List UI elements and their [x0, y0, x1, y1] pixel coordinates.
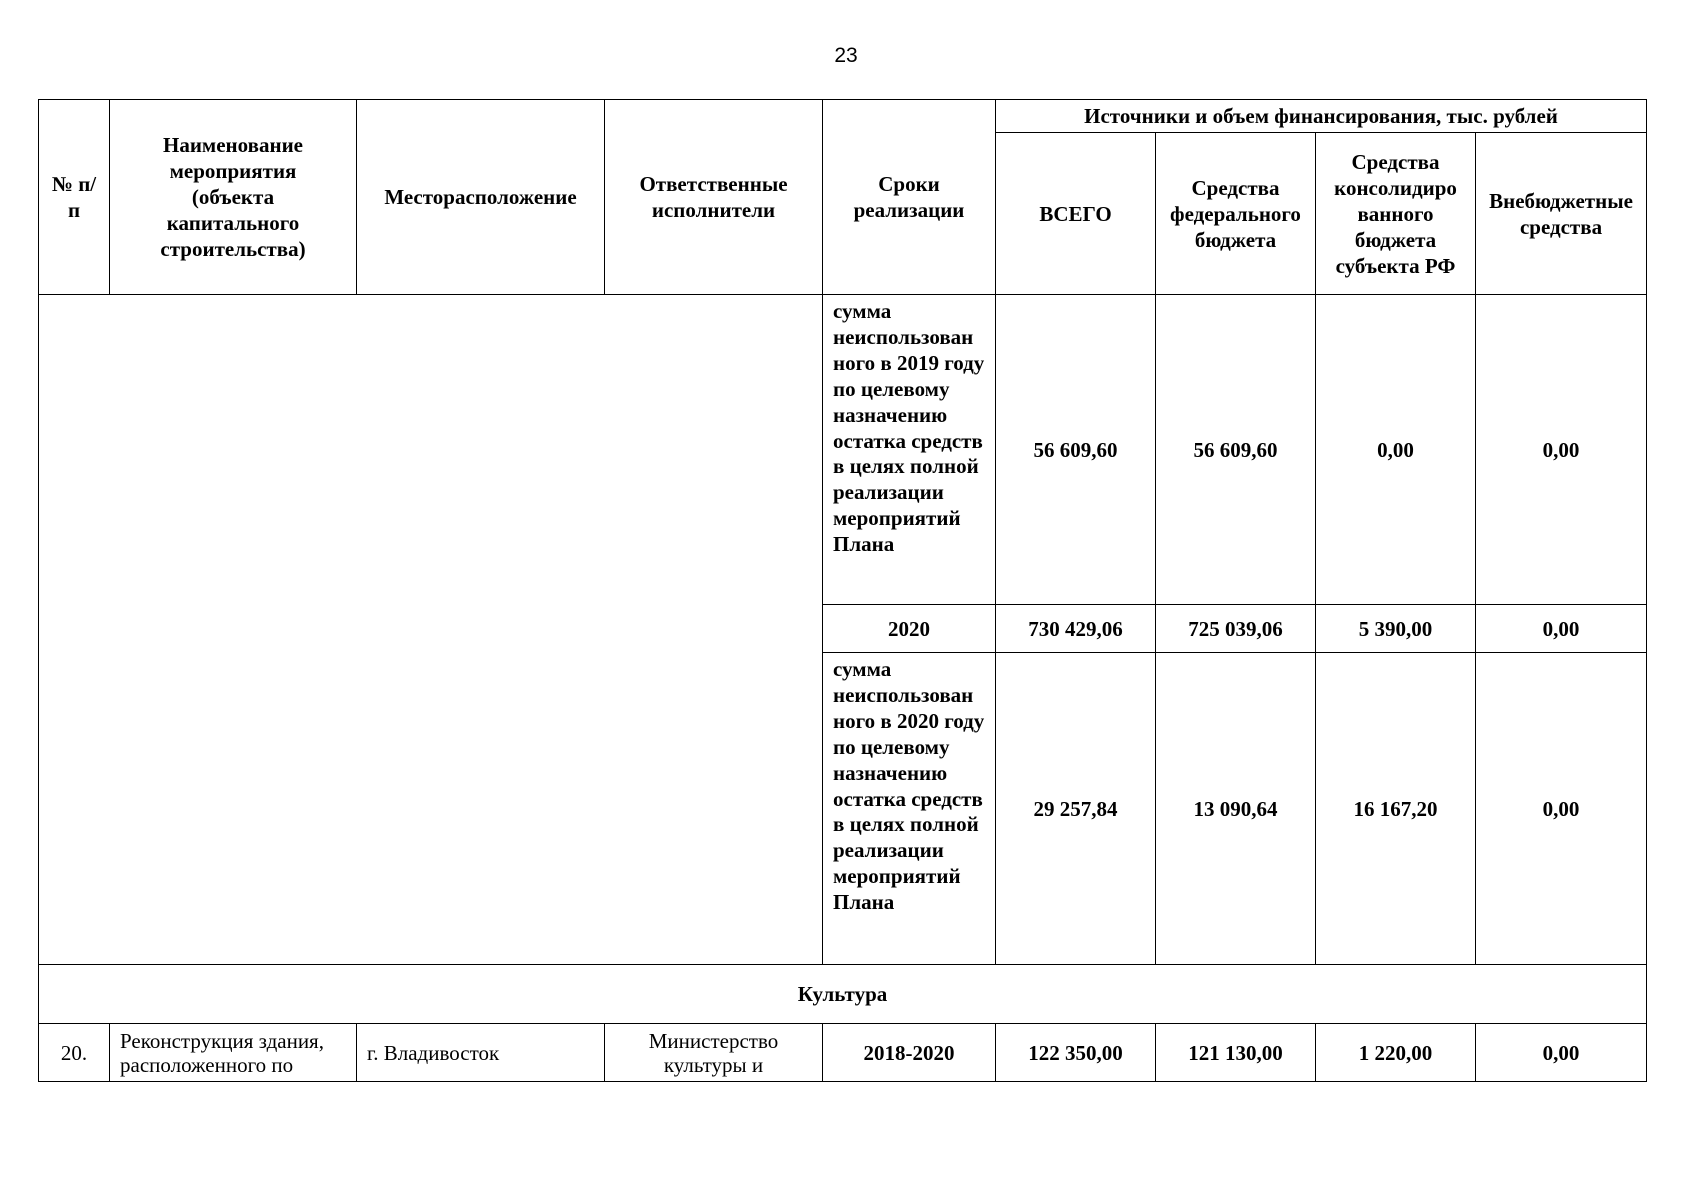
- header-location: Месторасположение: [357, 100, 605, 295]
- table-row: [39, 1024, 1647, 1082]
- total-cell: 730 429,06: [996, 605, 1156, 653]
- header-total: ВСЕГО: [996, 133, 1156, 295]
- item-name: Реконструкция здания, расположенного по: [110, 1024, 357, 1082]
- header-financing-group: Источники и объем финансирования, тыс. рублей: [996, 100, 1647, 133]
- item-period: 2018-2020: [823, 1024, 996, 1082]
- regional-cell: 16 167,20: [1316, 653, 1476, 965]
- item-location: г. Владивосток: [357, 1024, 605, 1082]
- item-responsible: Министерство культуры и: [605, 1024, 823, 1082]
- section-title: Культура: [39, 965, 1647, 1024]
- header-federal: Средства федерального бюджета: [1156, 133, 1316, 295]
- financing-table: [38, 99, 1647, 1082]
- table-row: [39, 295, 1647, 605]
- empty-merged-cell: [39, 295, 823, 965]
- header-responsible: Ответственные исполнители: [605, 100, 823, 295]
- item-federal: 121 130,00: [1156, 1024, 1316, 1082]
- header-regional: Средства консолидиро ванного бюджета субъекта РФ: [1316, 133, 1476, 295]
- item-extra: 0,00: [1476, 1024, 1647, 1082]
- federal-cell: 13 090,64: [1156, 653, 1316, 965]
- item-number: 20.: [39, 1024, 110, 1082]
- header-name: Наименование мероприятия (объекта капитального строительства): [110, 100, 357, 295]
- header-no: № п/п: [39, 100, 110, 295]
- regional-cell: 5 390,00: [1316, 605, 1476, 653]
- federal-cell: 56 609,60: [1156, 295, 1316, 605]
- period-cell: сумма неиспользован ного в 2020 году по целевому назначению остатка средств в целях полной реализации мероприятий Плана: [823, 653, 996, 965]
- total-cell: 56 609,60: [996, 295, 1156, 605]
- item-total: 122 350,00: [996, 1024, 1156, 1082]
- regional-cell: 0,00: [1316, 295, 1476, 605]
- section-row: [39, 965, 1647, 1024]
- extra-cell: 0,00: [1476, 295, 1647, 605]
- header-period: Сроки реализации: [823, 100, 996, 295]
- extra-cell: 0,00: [1476, 605, 1647, 653]
- item-regional: 1 220,00: [1316, 1024, 1476, 1082]
- total-cell: 29 257,84: [996, 653, 1156, 965]
- period-cell: 2020: [823, 605, 996, 653]
- page-number: 23: [834, 44, 858, 67]
- federal-cell: 725 039,06: [1156, 605, 1316, 653]
- extra-cell: 0,00: [1476, 653, 1647, 965]
- header-extra: Внебюджетные средства: [1476, 133, 1647, 295]
- period-cell: сумма неиспользован ного в 2019 году по целевому назначению остатка средств в целях полной реализации мероприятий Плана: [823, 295, 996, 605]
